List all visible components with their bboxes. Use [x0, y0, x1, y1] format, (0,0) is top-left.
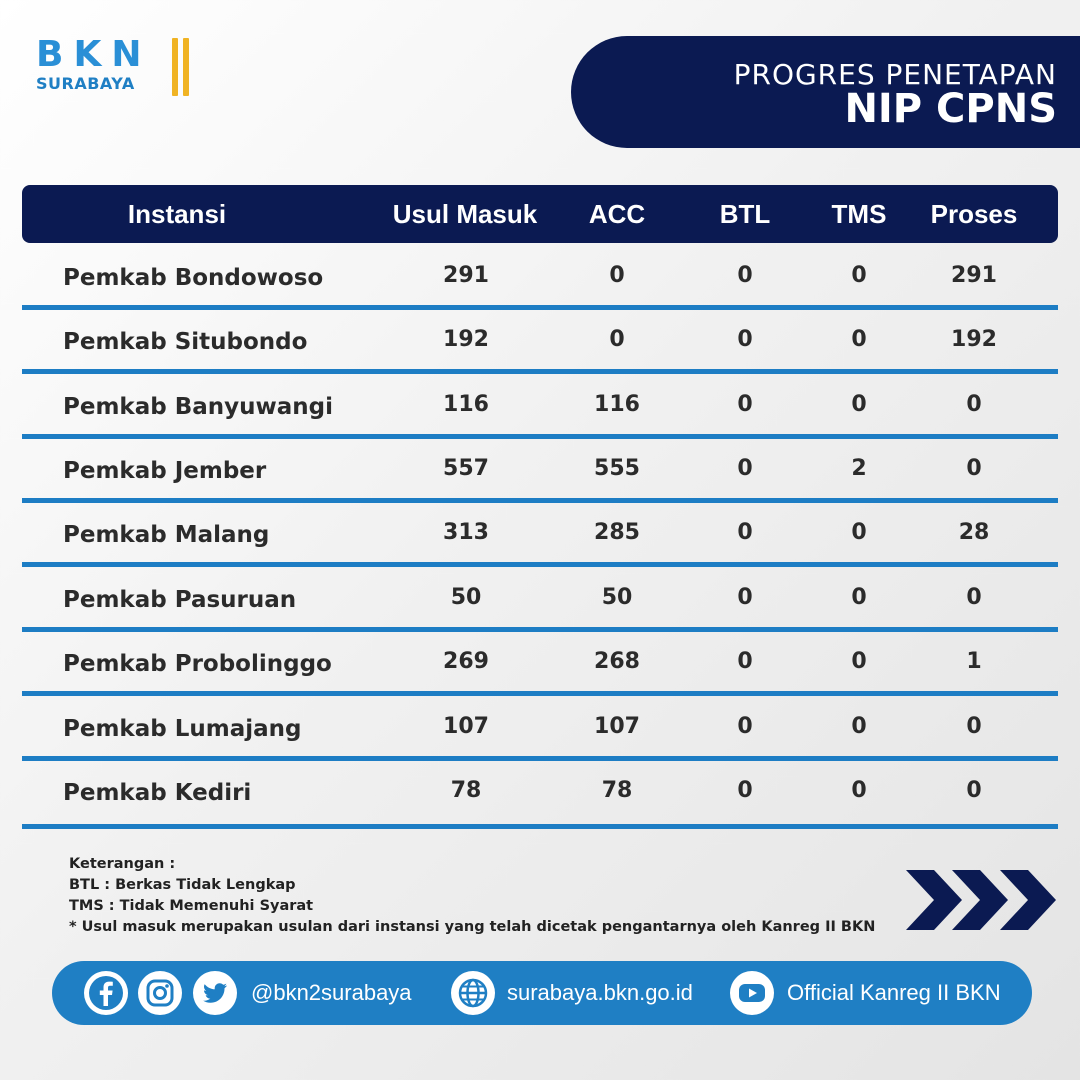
cell-acc: 107 — [594, 714, 640, 739]
cell-tms: 0 — [851, 778, 867, 803]
social-handle[interactable]: @bkn2surabaya — [251, 980, 412, 1005]
cell-instansi: Pemkab Pasuruan — [63, 587, 297, 613]
cell-acc: 78 — [601, 778, 633, 803]
logo-subtitle: SURABAYA — [36, 74, 135, 93]
row-divider — [22, 691, 1058, 696]
cell-btl: 0 — [737, 714, 753, 739]
table-row — [22, 697, 1058, 761]
table-row — [22, 310, 1058, 374]
cell-proses: 28 — [958, 520, 990, 545]
cell-btl: 0 — [737, 263, 753, 288]
cell-acc: 0 — [609, 327, 625, 352]
column-header-tms: TMS — [831, 199, 887, 229]
website-link[interactable]: surabaya.bkn.go.id — [507, 980, 693, 1005]
cell-instansi: Pemkab Jember — [63, 458, 267, 484]
youtube-channel[interactable]: Official Kanreg II BKN — [787, 980, 1001, 1005]
cell-proses: 291 — [951, 263, 997, 288]
cell-usul-masuk: 291 — [443, 263, 489, 288]
cell-usul-masuk: 557 — [443, 456, 489, 481]
title-line-2: NIP CPNS — [844, 86, 1057, 132]
youtube-icon[interactable] — [730, 971, 774, 1015]
cell-usul-masuk: 192 — [443, 327, 489, 352]
cell-instansi: Pemkab Situbondo — [63, 329, 308, 355]
notes-heading: Keterangan : — [69, 856, 176, 872]
cell-btl: 0 — [737, 778, 753, 803]
cell-proses: 0 — [966, 392, 982, 417]
row-divider — [22, 369, 1058, 374]
cell-btl: 0 — [737, 327, 753, 352]
title-line-1: PROGRES PENETAPAN — [733, 58, 1057, 91]
chevron-arrows-icon — [904, 868, 1060, 932]
cell-usul-masuk: 116 — [443, 392, 489, 417]
cell-tms: 0 — [851, 520, 867, 545]
logo-wordmark: BKN — [36, 34, 152, 75]
column-header-proses: Proses — [930, 199, 1018, 229]
cell-btl: 0 — [737, 456, 753, 481]
cell-usul-masuk: 269 — [443, 649, 489, 674]
cell-btl: 0 — [737, 585, 753, 610]
note-footnote: * Usul masuk merupakan usulan dari instansi yang telah dicetak pengantarnya oleh Kanreg II BKN — [69, 919, 876, 935]
table-header — [22, 185, 1058, 243]
cell-proses: 0 — [966, 778, 982, 803]
cell-instansi: Pemkab Probolinggo — [63, 651, 332, 677]
table-row — [22, 375, 1058, 439]
table-row — [22, 439, 1058, 503]
cell-proses: 192 — [951, 327, 997, 352]
cell-acc: 50 — [601, 585, 633, 610]
cell-proses: 0 — [966, 714, 982, 739]
cell-tms: 0 — [851, 392, 867, 417]
cell-usul-masuk: 50 — [450, 585, 482, 610]
cell-acc: 555 — [594, 456, 640, 481]
logo-gold-bar — [172, 38, 178, 96]
row-divider — [22, 562, 1058, 567]
cell-usul-masuk: 313 — [443, 520, 489, 545]
cell-tms: 0 — [851, 714, 867, 739]
table-row — [22, 632, 1058, 696]
cell-btl: 0 — [737, 649, 753, 674]
cell-instansi: Pemkab Kediri — [63, 780, 252, 806]
cell-instansi: Pemkab Lumajang — [63, 716, 302, 742]
cell-proses: 1 — [966, 649, 982, 674]
cell-usul-masuk: 107 — [443, 714, 489, 739]
note-btl: BTL : Berkas Tidak Lengkap — [69, 877, 296, 893]
footer-social-bar — [52, 961, 1032, 1025]
cell-acc: 116 — [594, 392, 640, 417]
cell-tms: 0 — [851, 649, 867, 674]
facebook-icon[interactable] — [84, 971, 128, 1015]
globe-icon[interactable] — [451, 971, 495, 1015]
twitter-icon[interactable] — [193, 971, 237, 1015]
cell-instansi: Pemkab Bondowoso — [63, 265, 324, 291]
table-row — [22, 503, 1058, 567]
column-header-instansi: Instansi — [127, 199, 227, 229]
cell-acc: 268 — [594, 649, 640, 674]
bkn-logo — [36, 34, 206, 98]
cell-proses: 0 — [966, 585, 982, 610]
instagram-icon[interactable] — [138, 971, 182, 1015]
cell-btl: 0 — [737, 392, 753, 417]
column-header-btl: BTL — [719, 199, 771, 229]
cell-instansi: Pemkab Banyuwangi — [63, 394, 333, 420]
cell-tms: 2 — [851, 456, 867, 481]
row-divider — [22, 824, 1058, 829]
column-header-acc: ACC — [588, 199, 646, 229]
cell-btl: 0 — [737, 520, 753, 545]
cell-tms: 0 — [851, 263, 867, 288]
legend-notes — [69, 854, 875, 938]
cell-acc: 285 — [594, 520, 640, 545]
note-tms: TMS : Tidak Memenuhi Syarat — [69, 898, 314, 914]
cell-tms: 0 — [851, 585, 867, 610]
cell-proses: 0 — [966, 456, 982, 481]
cell-usul-masuk: 78 — [450, 778, 482, 803]
logo-gold-bar — [183, 38, 189, 96]
cell-tms: 0 — [851, 327, 867, 352]
column-header-usul-masuk: Usul Masuk — [392, 199, 538, 229]
table-row — [22, 568, 1058, 632]
table-row — [22, 246, 1058, 310]
table-row — [22, 761, 1058, 829]
cell-acc: 0 — [609, 263, 625, 288]
cell-instansi: Pemkab Malang — [63, 522, 270, 548]
title-banner — [571, 36, 1080, 148]
